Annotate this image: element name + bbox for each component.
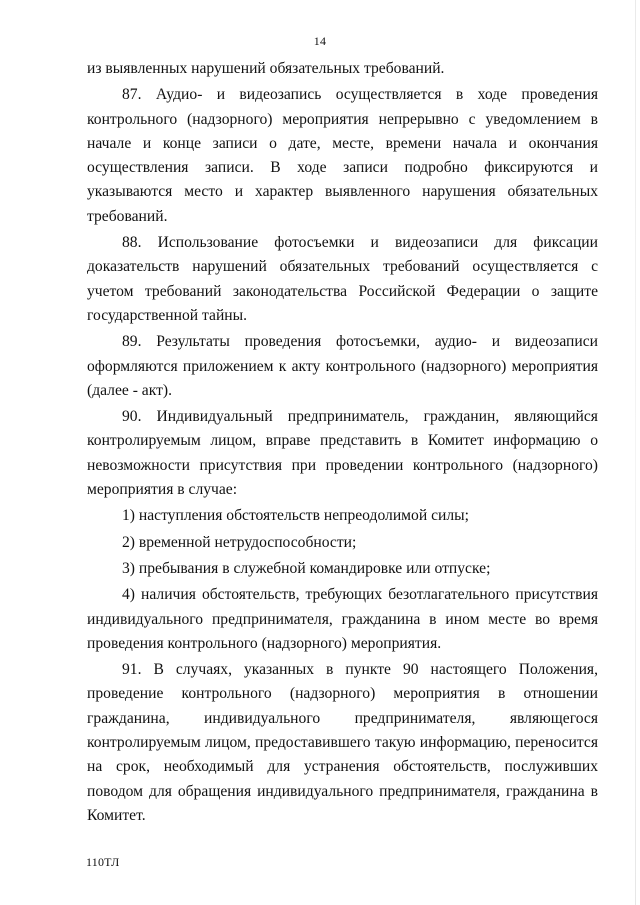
list-item-1: 1) наступления обстоятельств непреодолимой силы;	[122, 507, 469, 525]
list-item-2: 2) временной нетрудоспособности;	[122, 533, 357, 551]
list-item-3: 3) пребывания в служебной командировке или отпуске;	[122, 559, 491, 577]
paragraph-continuation: из выявленных нарушений обязательных требований.	[87, 60, 445, 77]
paragraph-87: 87. Аудио- и видеозапись осуществляется в ходе проведения контрольного (надзорного) мероприятия непрерывно с уведомлением в начале и конце записи о дате, месте, времени начала и окончания осуществления записи. В ходе записи подробно фиксируются и указываются место и характер выявленного нарушения обязательных требований.	[87, 86, 598, 225]
paragraph-88: 88. Использование фотосъемки и видеозаписи для фиксации доказательств нарушений обязательных требований осуществляется с учетом требований законодательства Российской Федерации о защите государственной тайны.	[87, 234, 598, 324]
list-item-4: 4) наличия обстоятельств, требующих безотлагательного присутствия индивидуального предпринимателя, гражданина в ином месте во время проведения контрольного (надзорного) мероприятия.	[87, 586, 598, 652]
document-body	[87, 57, 598, 830]
paragraph-90: 90. Индивидуальный предприниматель, гражданин, являющийся контролируемым лицом, вправе представить в Комитет информацию о невозможности присутствия при проведении контрольного (надзорного) мероприятия в случае:	[87, 408, 598, 499]
paragraph-89: 89. Результаты проведения фотосъемки, аудио- и видеозаписи оформляются приложением к акту контрольного (надзорного) мероприятия (далее - акт).	[87, 333, 598, 399]
scan-edge-shadow	[635, 0, 636, 905]
footer-document-code: 110ТЛ	[86, 855, 120, 869]
paragraph-91: 91. В случаях, указанных в пункте 90 настоящего Положения, проведение контрольного (надзорного) мероприятия в отношении гражданина, индивидуального предпринимателя, являющегося контролируемым лицом, предоставившего такую информацию, переносится на срок, необходимый для устранения обстоятельств, послуживших поводом для обращения индивидуального предпринимателя, гражданина в Комитет.	[87, 661, 598, 824]
page-number: 14	[313, 34, 327, 48]
